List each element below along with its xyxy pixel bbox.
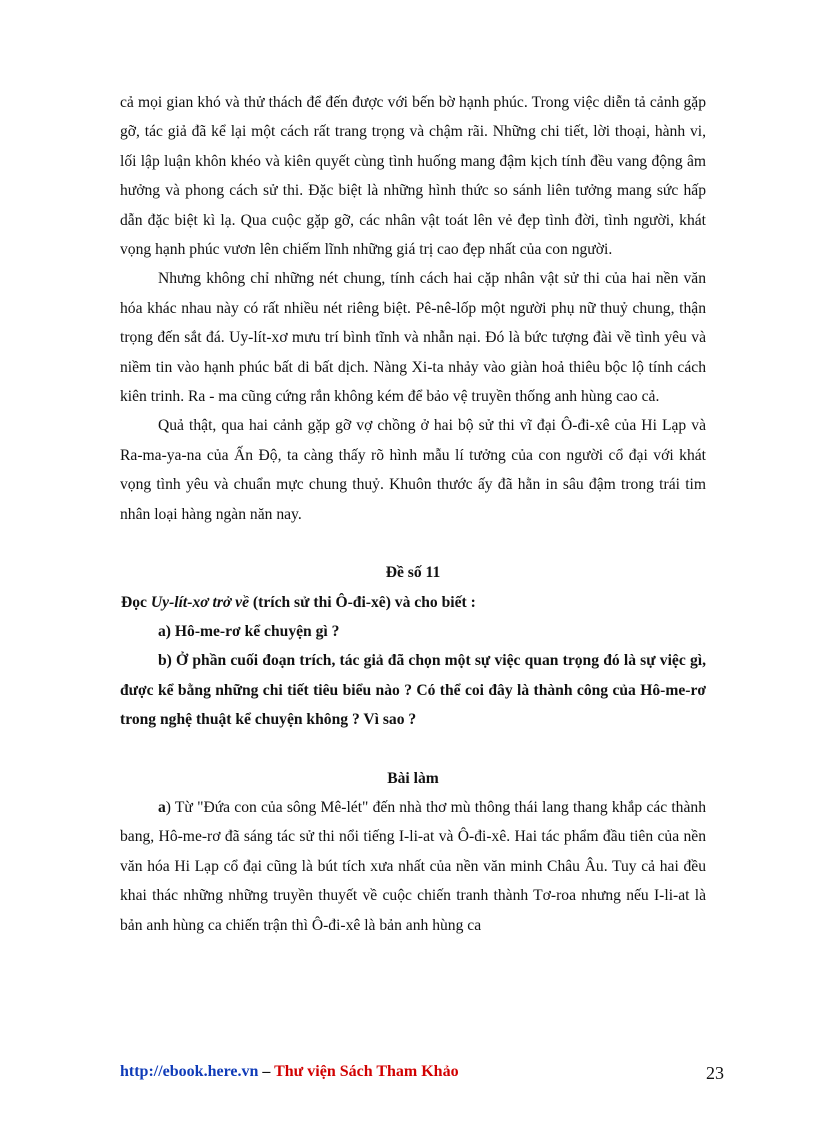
question-a: a) Hô-me-rơ kể chuyện gì ? xyxy=(158,622,340,640)
answer-title: Bài làm xyxy=(387,769,439,787)
exam-intro-italic: Uy-lít-xơ trở về xyxy=(150,593,250,611)
paragraph-2: Nhưng không chỉ những nét chung, tính cách hai cặp nhân vật sử thi của hai nền văn hóa khác nhau này có rất nhiều nét riêng biệt. Pê-nê-lốp một người phụ nữ thuỷ chung, thận trọng đến sắt đá. Uy-lít-xơ mưu trí bình tĩnh và nhẫn nại. Đó là bức tượng đài về tình yêu và niềm tin vào hạnh phúc bất di bất dịch. Nàng Xi-ta nhảy vào giàn hoả thiêu bộc lộ tính cách kiên trinh. Ra - ma cũng cứng rắn không kém để bảo vệ truyền thống anh hùng cao cả. xyxy=(120,270,706,406)
exam-intro-after: (trích sử thi Ô-đi-xê) và cho biết : xyxy=(249,593,476,611)
answer-label: a xyxy=(158,798,166,816)
footer-link[interactable]: http://ebook.here.vn xyxy=(120,1063,259,1080)
paragraph-3: Quả thật, qua hai cảnh gặp gỡ vợ chồng ở hai bộ sử thi vĩ đại Ô-đi-xê của Hi Lạp và Ra-ma-ya-na của Ấn Độ, ta càng thấy rõ hình mẫu lí tưởng của con người cổ đại với khát vọng tình yêu và chuẩn mực chung thuỷ. Khuôn thước ấy đã hằn in sâu đậm trong trái tim nhân loại hàng ngàn năn nay. xyxy=(120,417,706,523)
exam-intro-before: Đọc xyxy=(121,593,151,611)
answer-paragraph xyxy=(120,793,706,940)
exam-title: Đề số 11 xyxy=(385,564,441,582)
body-text xyxy=(120,88,706,940)
paragraph-1: cả mọi gian khó và thử thách để đến được với bến bờ hạnh phúc. Trong việc diễn tả cảnh gặp gỡ, tác giả đã kể lại một cách rất trang trọng và chậm rãi. Những chi tiết, lời thoại, hành vi, lối lập luận khôn khéo và kiên quyết cùng tình huống mang đậm kịch tính đều vang động âm hưởng và phong cách sử thi. Đặc biệt là những hình thức so sánh liên tưởng mang sức hấp dẫn đặc biệt kì lạ. Qua cuộc gặp gỡ, các nhân vật toát lên vẻ đẹp tình đời, tình người, khát vọng hạnh phúc vươn lên chiếm lĩnh những giá trị cao đẹp nhất của con người. xyxy=(120,94,706,259)
page-number: 23 xyxy=(706,1063,724,1083)
exam-intro xyxy=(120,588,706,617)
footer-library: Thư viện Sách Tham Khảo xyxy=(274,1063,459,1080)
footer-separator: – xyxy=(258,1063,275,1080)
question-b: b) Ở phần cuối đoạn trích, tác giả đã chọn một sự việc quan trọng đó là sự việc gì, được kể bằng những chi tiết tiêu biểu nào ? Có thể coi đây là thành công của Hô-me-rơ trong nghệ thuật kể chuyện không ? Vì sao ? xyxy=(120,652,706,729)
answer-text: ) Từ "Đứa con của sông Mê-lét" đến nhà thơ mù thông thái lang thang khắp các thành bang, Hô-me-rơ đã sáng tác sử thi nổi tiếng I-li-at và Ô-đi-xê. Hai tác phẩm đầu tiên của nền văn hóa Hi Lạp cổ đại cũng là bút tích xưa nhất của nền văn minh Châu Âu. Tuy cả hai đều khai thác những những truyền thuyết về cuộc chiến tranh thành Tơ-roa nhưng nếu I-li-at là bản anh hùng ca chiến trận thì Ô-đi-xê là bản anh hùng ca xyxy=(120,798,706,934)
page-footer xyxy=(120,1063,724,1087)
